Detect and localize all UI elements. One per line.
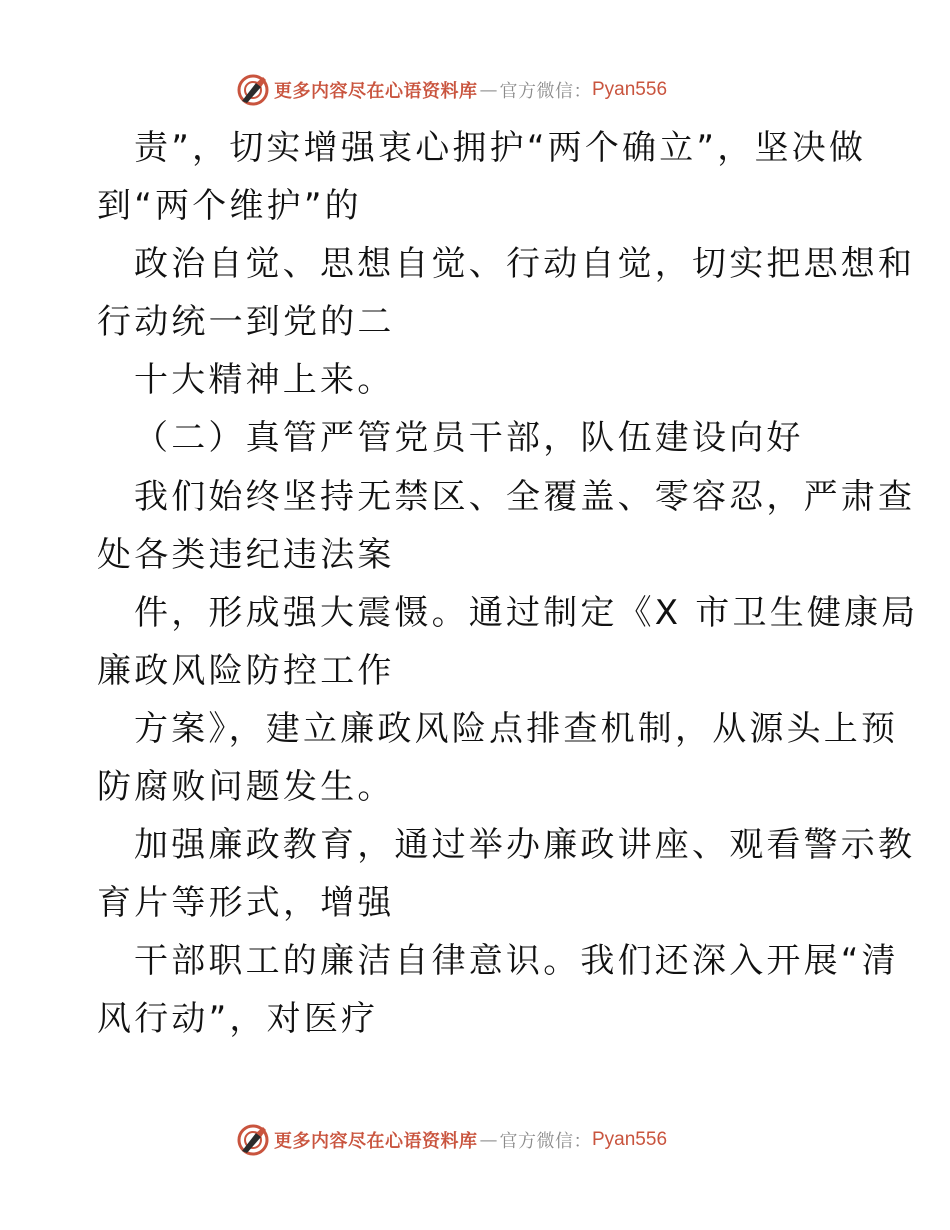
text-line: 防腐败问题发生。	[97, 767, 395, 807]
text-line: 件，形成强大震慑。通过制定《X 市卫生健康局	[134, 593, 919, 633]
watermark-separator: —	[479, 1129, 498, 1151]
text-line: 育片等形式，增强	[97, 883, 395, 923]
text-line: 处各类违纪违法案	[97, 535, 395, 575]
text-line: 加强廉政教育，通过举办廉政讲座、观看警示教	[134, 825, 916, 865]
watermark-account: Pyan556	[592, 79, 668, 100]
text-line: 我们始终坚持无禁区、全覆盖、零容忍，严肃查	[134, 477, 916, 517]
text-line: 政治自觉、思想自觉、行动自觉，切实把思想和	[134, 244, 916, 284]
pen-nib-logo-icon	[236, 73, 270, 107]
watermark-official-label: 官方微信：	[499, 81, 592, 102]
text-line: 责”，切实增强衷心拥护“两个确立”，坚决做	[134, 128, 867, 168]
text-line: 到“两个维护”的	[97, 186, 362, 226]
section-heading: （二）真管严管党员干部，队伍建设向好	[134, 418, 804, 458]
watermark-main-text: 更多内容尽在心语资料库	[274, 1131, 478, 1152]
footer-watermark	[236, 1122, 667, 1158]
pen-nib-logo-icon	[236, 1123, 270, 1157]
text-line: 干部职工的廉洁自律意识。我们还深入开展“清	[134, 941, 899, 981]
text-line: 风行动”，对医疗	[97, 999, 379, 1039]
text-line: 行动统一到党的二	[97, 302, 395, 342]
watermark-main-text: 更多内容尽在心语资料库	[274, 81, 478, 102]
text-line: 方案》，建立廉政风险点排查机制，从源头上预	[134, 709, 899, 749]
text-line: 廉政风险防控工作	[97, 651, 395, 691]
text-line: 十大精神上来。	[134, 360, 395, 400]
header-watermark	[236, 72, 667, 108]
watermark-account: Pyan556	[592, 1129, 668, 1150]
watermark-separator: —	[479, 79, 498, 101]
watermark-official-label: 官方微信：	[499, 1131, 592, 1152]
